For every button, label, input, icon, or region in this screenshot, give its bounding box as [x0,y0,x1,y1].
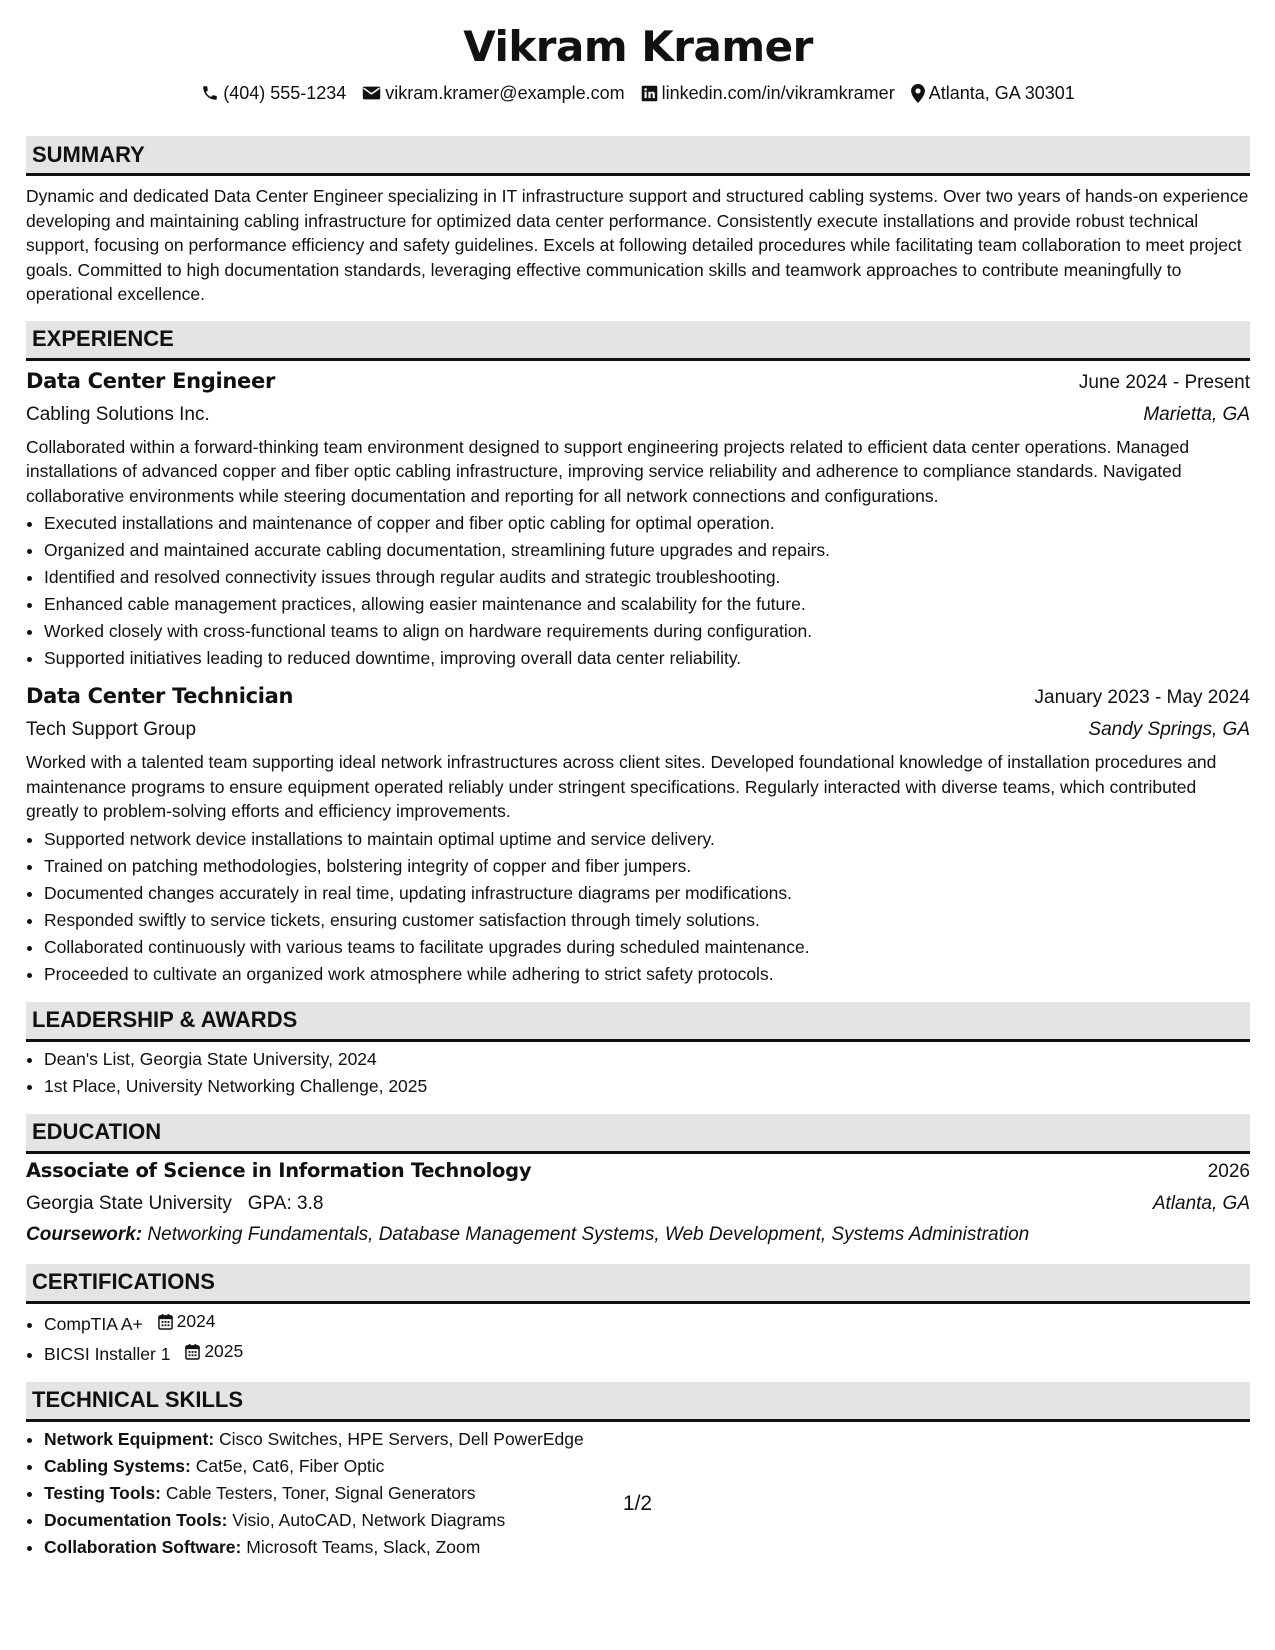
cert-year: 2025 [204,1340,244,1361]
leadership-list [26,1046,1250,1100]
list-item [44,1426,1250,1453]
list-item: • Proceeded to cultivate an organized work atmosphere while adhering to strict safety protocols. [44,961,1250,988]
skill-value: Cisco Switches, HPE Servers, Dell PowerEdge [219,1428,584,1449]
job-company: Tech Support Group [26,719,197,740]
list-item [44,1338,1250,1368]
job-dates: June 2024 - Present [1078,371,1250,393]
cert-name: CompTIA A+ [44,1313,143,1334]
list-item: • Worked closely with cross-functional teams to align on hardware requirements during configuration. [44,618,1250,645]
email-text: vikram.kramer@example.com [385,82,625,103]
summary-text: Dynamic and dedicated Data Center Engineer specializing in IT infrastructure support and structured cabling systems. Over two years of hands-on experience developing and maintaining cabling infrastructure for optimized data center performance. Consistently execute installations and provide robust technical support, focusing on performance efficiency and safety guidelines. Excels at following detailed procedures while facilitating team collaboration to meet project goals. Committed to high documentation standards, leveraging effective communication skills and teamwork approaches to contribute meaningfully to operational excellence. [26,186,1249,304]
job-bullets [26,826,1250,988]
skill-label: Collaboration Software: [44,1536,242,1557]
list-item: • Dean's List, Georgia State University, 2024 [44,1046,1250,1073]
experience-heading [26,321,1250,361]
cert-name: BICSI Installer 1 [44,1343,171,1364]
summary-heading-text: SUMMARY [32,141,145,167]
skills-heading [26,1382,1250,1422]
page-number: 1/2 [622,1492,653,1515]
coursework-label: Coursework: [26,1223,143,1245]
list-item: • Supported initiatives leading to reduced downtime, improving overall data center reliability. [44,645,1250,672]
school-name: Georgia State University [26,1192,232,1214]
coursework-list: Networking Fundamentals, Database Management Systems, Web Development, Systems Administration [147,1223,1030,1245]
cert-year: 2024 [176,1310,216,1331]
degree-year: 2026 [1207,1160,1250,1182]
education-heading-text: EDUCATION [32,1119,162,1144]
education-entry [26,1156,1250,1250]
list-item: • Trained on patching methodologies, bolstering integrity of copper and fiber jumpers. [44,853,1250,880]
coursework [26,1220,1250,1250]
list-item: • Responded swiftly to service tickets, ensuring customer satisfaction through timely solutions. [44,907,1250,934]
job-location: Sandy Springs, GA [1088,719,1250,740]
certifications-heading [26,1264,1250,1304]
list-item [44,1453,1250,1480]
job-location: Marietta, GA [1143,403,1250,425]
experience-heading-text: EXPERIENCE [32,326,174,351]
list-item: • Documented changes accurately in real time, updating infrastructure diagrams per modifications. [44,880,1250,907]
resume-content [26,20,1250,1561]
contact-linkedin[interactable] [641,83,895,104]
skills-heading-text: TECHNICAL SKILLS [32,1387,244,1412]
calendar-icon [158,1313,173,1330]
list-item: • Supported network device installations to maintain optimal uptime and service delivery. [44,826,1250,853]
job-description: Worked with a talented team supporting ideal network infrastructures across client sites. Developed foundational knowledge of installation procedures and maintenance programs to ensure equipment operated reliably under stringent specifications. Regularly interacted with diverse teams, which contributed greatly to problem-solving efforts and efficiency improvements. [26,752,1217,821]
cert-date [185,1338,243,1365]
school-line [26,1188,323,1220]
summary-heading [26,136,1250,176]
job-dates: January 2023 - May 2024 [1034,687,1250,708]
job-description: Collaborated within a forward-thinking team environment designed to support engineering projects related to efficient data center operations. Managed installations of advanced copper and fiber optic cabling infrastructure, improving service reliability and adherence to compliance standards. Navigated collaborative environments while steering documentation and reporting for all network connections and configurations. [26,436,1190,506]
job-title: Data Center Engineer [26,368,275,393]
linkedin-icon [641,85,658,102]
envelope-icon [362,85,381,101]
skill-value: Cable Testers, Toner, Signal Generators [165,1482,476,1503]
skill-value: Microsoft Teams, Slack, Zoom [246,1536,481,1557]
job-entry [26,365,1250,673]
leadership-heading-text: LEADERSHIP & AWARDS [32,1007,298,1032]
job-title: Data Center Technician [26,684,294,708]
skill-label: Testing Tools: [44,1482,161,1503]
school-location: Atlanta, GA [1152,1192,1250,1214]
job-company: Cabling Solutions Inc. [26,403,210,425]
education-heading [26,1114,1250,1154]
list-item [44,1534,1250,1561]
candidate-name: Vikram Kramer [463,22,813,71]
list-item: • Collaborated continuously with various teams to facilitate upgrades during scheduled maintenance. [44,934,1250,961]
leadership-heading [26,1002,1250,1042]
phone-icon [201,84,219,102]
location-text: Atlanta, GA 30301 [928,82,1075,103]
skill-label: Documentation Tools: [44,1509,228,1530]
certifications-list [26,1308,1250,1368]
calendar-icon [185,1343,200,1360]
cert-date [158,1308,216,1335]
list-item: • Identified and resolved connectivity issues through regular audits and strategic troubleshooting. [44,564,1250,591]
contact-bar [26,80,1250,106]
gpa: GPA: 3.8 [247,1192,324,1214]
contact-email[interactable] [362,83,624,104]
job-entry [26,680,1250,988]
linkedin-text: linkedin.com/in/vikramkramer [661,82,895,103]
skill-value: Cat5e, Cat6, Fiber Optic [195,1455,385,1476]
phone-text: (404) 555-1234 [223,82,347,103]
certifications-heading-text: CERTIFICATIONS [32,1269,215,1294]
contact-location [911,83,1075,104]
skill-label: Cabling Systems: [44,1455,191,1476]
skill-label: Network Equipment: [44,1428,215,1449]
list-item: • Executed installations and maintenance of copper and fiber optic cabling for optimal operation. [44,510,1250,537]
job-bullets [26,510,1250,672]
map-pin-icon [911,84,925,103]
list-item: • Enhanced cable management practices, allowing easier maintenance and scalability for the future. [44,591,1250,618]
list-item [44,1308,1250,1338]
degree-title: Associate of Science in Information Technology [26,1158,532,1182]
skill-value: Visio, AutoCAD, Network Diagrams [232,1509,506,1530]
list-item: • 1st Place, University Networking Challenge, 2025 [44,1073,1250,1100]
contact-phone[interactable] [201,83,346,104]
list-item: • Organized and maintained accurate cabling documentation, streamlining future upgrades and repairs. [44,537,1250,564]
